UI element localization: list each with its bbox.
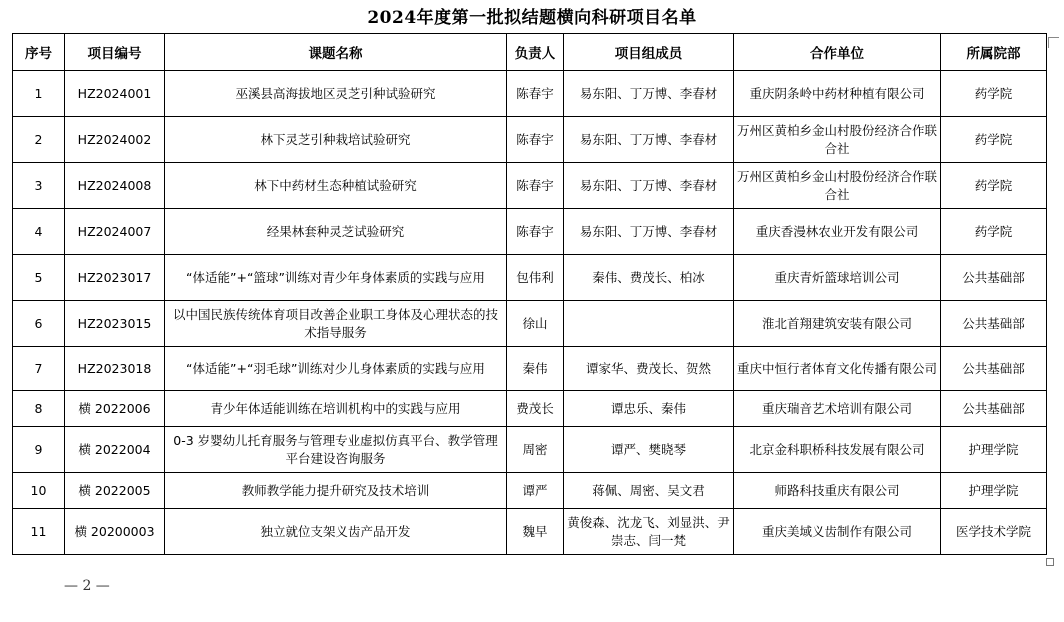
table-row: [13, 209, 1047, 255]
table-row: [13, 71, 1047, 117]
cell-index: 11: [13, 509, 65, 555]
cell-project-name: 巫溪县高海拔地区灵芝引种试验研究: [165, 71, 507, 117]
cell-members: 秦伟、费茂长、柏冰: [564, 255, 734, 301]
cell-partner: 师路科技重庆有限公司: [734, 473, 941, 509]
header-members: 项目组成员: [564, 34, 734, 71]
header-department: 所属院部: [941, 34, 1047, 71]
cell-leader: 费茂长: [507, 391, 564, 427]
cell-leader: 陈春宇: [507, 71, 564, 117]
cell-index: 4: [13, 209, 65, 255]
table-row: [13, 163, 1047, 209]
cell-index: 5: [13, 255, 65, 301]
cell-department: 公共基础部: [941, 391, 1047, 427]
table-row: [13, 255, 1047, 301]
header-project-name: 课题名称: [165, 34, 507, 71]
cell-project-name: 0-3 岁婴幼儿托育服务与管理专业虚拟仿真平台、教学管理平台建设咨询服务: [165, 427, 507, 473]
cell-project-name: 教师教学能力提升研究及技术培训: [165, 473, 507, 509]
cell-members: 易东阳、丁万博、李春材: [564, 163, 734, 209]
cell-project-code: HZ2023015: [65, 301, 165, 347]
header-project-code: 项目编号: [65, 34, 165, 71]
cell-project-name: 林下中药材生态种植试验研究: [165, 163, 507, 209]
cell-project-name: 独立就位支架义齿产品开发: [165, 509, 507, 555]
cell-department: 护理学院: [941, 473, 1047, 509]
header-leader: 负责人: [507, 34, 564, 71]
table-row: [13, 117, 1047, 163]
cell-department: 医学技术学院: [941, 509, 1047, 555]
cell-index: 3: [13, 163, 65, 209]
cell-members: 易东阳、丁万博、李春材: [564, 71, 734, 117]
cell-members: 谭家华、费茂长、贺然: [564, 347, 734, 391]
cell-leader: 包伟利: [507, 255, 564, 301]
cell-project-name: “体适能”+“羽毛球”训练对少儿身体素质的实践与应用: [165, 347, 507, 391]
cell-department: 药学院: [941, 209, 1047, 255]
cell-partner: 重庆阴条岭中药材种植有限公司: [734, 71, 941, 117]
cell-department: 公共基础部: [941, 347, 1047, 391]
cell-project-code: HZ2024001: [65, 71, 165, 117]
page-number: — 2 —: [64, 578, 110, 594]
table-row: [13, 509, 1047, 555]
cell-index: 2: [13, 117, 65, 163]
cell-members: 谭忠乐、秦伟: [564, 391, 734, 427]
cell-project-code: HZ2024007: [65, 209, 165, 255]
cell-project-code: 横 2022005: [65, 473, 165, 509]
cell-department: 药学院: [941, 163, 1047, 209]
cell-partner: 淮北首翔建筑安装有限公司: [734, 301, 941, 347]
cell-project-name: 经果林套种灵芝试验研究: [165, 209, 507, 255]
cell-members: 易东阳、丁万博、李春材: [564, 209, 734, 255]
cell-members: 黄俊森、沈龙飞、刘显洪、尹崇志、闫一梵: [564, 509, 734, 555]
cell-members: 谭严、樊晓琴: [564, 427, 734, 473]
cell-project-name: 青少年体适能训练在培训机构中的实践与应用: [165, 391, 507, 427]
header-row: [13, 34, 1047, 71]
project-table: [12, 33, 1047, 555]
cell-project-code: HZ2024002: [65, 117, 165, 163]
cell-project-code: 横 2022004: [65, 427, 165, 473]
cell-project-name: 林下灵芝引种栽培试验研究: [165, 117, 507, 163]
table-row: [13, 301, 1047, 347]
cell-index: 8: [13, 391, 65, 427]
cell-index: 1: [13, 71, 65, 117]
cell-leader: 陈春宇: [507, 163, 564, 209]
cell-project-name: 以中国民族传统体育项目改善企业职工身体及心理状态的技术指导服务: [165, 301, 507, 347]
corner-mark: [1046, 558, 1054, 566]
cell-partner: 北京金科职桥科技发展有限公司: [734, 427, 941, 473]
cell-members: [564, 301, 734, 347]
corner-mark-top: [1048, 37, 1059, 48]
cell-index: 7: [13, 347, 65, 391]
table-row: [13, 391, 1047, 427]
cell-members: 蒋佩、周密、吴文君: [564, 473, 734, 509]
cell-index: 10: [13, 473, 65, 509]
cell-partner: 重庆中恒行者体育文化传播有限公司: [734, 347, 941, 391]
header-index: 序号: [13, 34, 65, 71]
cell-project-code: HZ2023018: [65, 347, 165, 391]
cell-department: 护理学院: [941, 427, 1047, 473]
cell-project-code: 横 2022006: [65, 391, 165, 427]
cell-members: 易东阳、丁万博、李春材: [564, 117, 734, 163]
cell-department: 公共基础部: [941, 301, 1047, 347]
cell-index: 9: [13, 427, 65, 473]
cell-department: 药学院: [941, 117, 1047, 163]
cell-partner: 重庆瑞音艺术培训有限公司: [734, 391, 941, 427]
header-partner: 合作单位: [734, 34, 941, 71]
cell-department: 药学院: [941, 71, 1047, 117]
cell-leader: 陈春宇: [507, 209, 564, 255]
table-row: [13, 473, 1047, 509]
cell-leader: 秦伟: [507, 347, 564, 391]
cell-partner: 万州区黄柏乡金山村股份经济合作联合社: [734, 117, 941, 163]
cell-project-name: “体适能”+“篮球”训练对青少年身体素质的实践与应用: [165, 255, 507, 301]
cell-leader: 陈春宇: [507, 117, 564, 163]
cell-leader: 周密: [507, 427, 564, 473]
cell-partner: 重庆香漫林农业开发有限公司: [734, 209, 941, 255]
table-row: [13, 427, 1047, 473]
cell-partner: 重庆青炘篮球培训公司: [734, 255, 941, 301]
cell-leader: 谭严: [507, 473, 564, 509]
cell-department: 公共基础部: [941, 255, 1047, 301]
document-title: 2024年度第一批拟结题横向科研项目名单: [367, 8, 697, 28]
cell-partner: 万州区黄柏乡金山村股份经济合作联合社: [734, 163, 941, 209]
cell-project-code: 横 20200003: [65, 509, 165, 555]
table-row: [13, 347, 1047, 391]
cell-project-code: HZ2023017: [65, 255, 165, 301]
cell-partner: 重庆美域义齿制作有限公司: [734, 509, 941, 555]
cell-index: 6: [13, 301, 65, 347]
cell-leader: 徐山: [507, 301, 564, 347]
cell-leader: 魏早: [507, 509, 564, 555]
cell-project-code: HZ2024008: [65, 163, 165, 209]
